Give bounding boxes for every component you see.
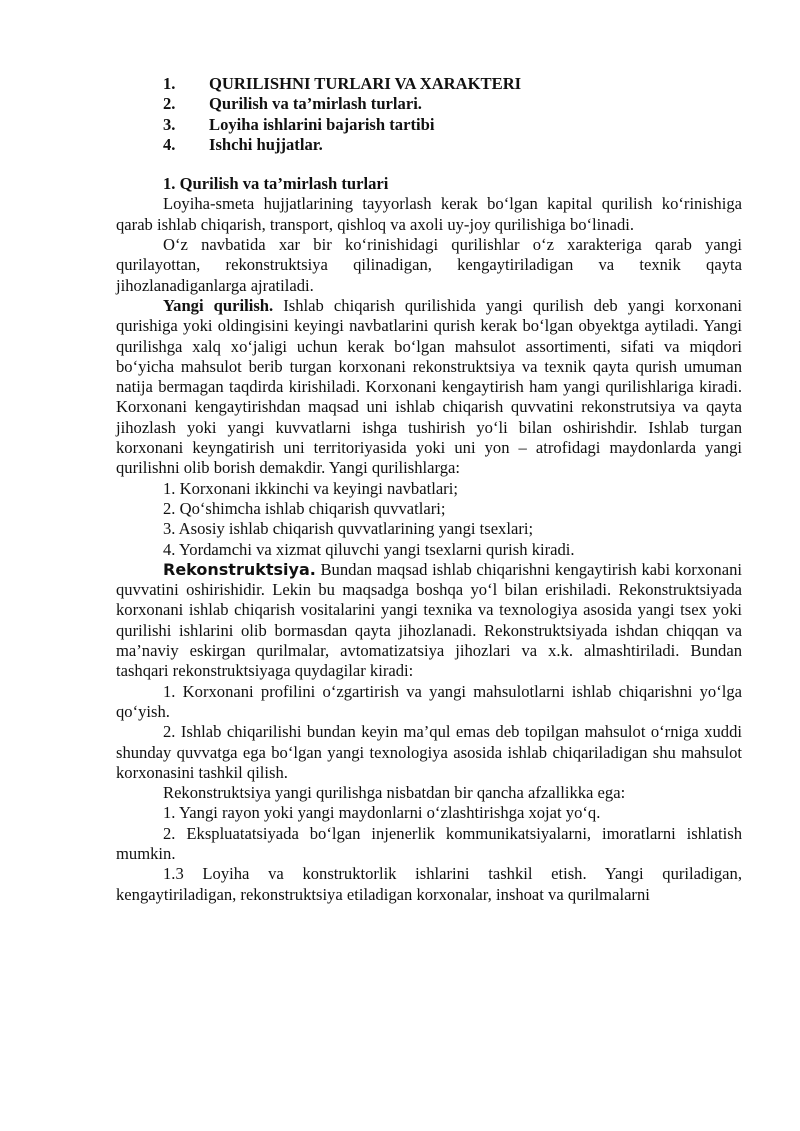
toc-number: 4. [163, 134, 176, 154]
paragraph-item: 2. Ishlab chiqarilishi bundan keyin ma’qul emas deb topilgan mahsulot o‘rniga xuddi shunday quvvatga ega bo‘lgan yangi texnologiya asosida ishlab chiqariladigan shu mahsulot korxonasini tashkil qilish. [116, 722, 742, 782]
list-item: 4. Yordamchi va xizmat qiluvchi yangi tsexlarni qurish kiradi. [163, 539, 575, 559]
toc-text: Loyiha ishlarini bajarish tartibi [209, 114, 435, 134]
toc-item [116, 115, 742, 135]
section-title: 1. Qurilish va ta’mirlash turlari [163, 174, 389, 194]
paragraph-text: Bundan maqsad ishlab chiqarishni kengaytirish kabi korxonani quvvatini oshirishidir. Lekin bu maqsadga boshqa yo‘l bilan erishiladi. Rekonstruktsiyada korxonani ishlab chiqarish vositalarini yangi texnika va texnologiya asosida yangi tsex yoki qurilishi ishlarini olib bormasdan qayta jihozlanadi. Rekonstruktsiyada ishdan chiqqan va ma’naviy eskirgan qurilmalar, avtomatizatsiya jihozlari va x.k. almashtiriladi. Bundan tashqari rekonstruktsiyaga quydagilar kiradi: [116, 559, 742, 681]
term-reconstruction: Rekonstruktsiya. [163, 559, 316, 579]
paragraph-item: 1. Korxonani profilini o‘zgartirish va yangi mahsulotlarni ishlab chiqarishni yo‘lga qo‘yish. [116, 681, 742, 721]
toc-number: 1. [163, 74, 176, 93]
table-of-contents [116, 74, 742, 155]
toc-text: Ishchi hujjatlar. [209, 134, 323, 154]
paragraph-advantages: Rekonstruktsiya yangi qurilishga nisbatdan bir qancha afzallikka ega: [163, 783, 626, 803]
toc-item [116, 94, 742, 114]
toc-number: 3. [163, 114, 176, 134]
toc-text: QURILISHNI TURLARI VA XARAKTERI [209, 74, 522, 93]
paragraph-text: Ishlab chiqarish qurilishida yangi qurilish deb yangi korxonani qurishiga yoki oldingisini keyingi navbatlarini qurish kerak bo‘lgan obyektga aytiladi. Yangi qurilishga xalq xo‘jaligi uchun kerak bo‘lgan mahsulot assortimenti, sifati va miqdori bo‘yicha mahsulot berib turgan korxonani rekonstruktsiya va texnik qayta qurish umuman natija bermagan taqdirda kirishiladi. Korxonani kengaytirish ham yangi qurilishlariga kiradi. Korxonani kengaytirishdan maqsad uni ishlab chiqarish quvvatini rekonstrutsiya va qayta jihozlash yoki yangi kuvvatlarni ishga tushirish yo‘li bilan oshirishdir. Ishlab turgan korxonani keyngatirish uni territoriyasida yoki uni yon – atrofidagi maydonlarda yangi qurilishni olib borish demakdir. Yangi qurilishlarga: [116, 295, 742, 478]
paragraph-types: O‘z navbatida xar bir ko‘rinishidagi qurilishlar o‘z xarakteriga qarab yangi qurilayottan, rekonstruktsiya qilinadigan, kengaytiriladigan va texnik qayta jihozlanadiganlarga ajratiladi. [116, 235, 742, 295]
paragraph-new-construction [116, 296, 742, 479]
toc-item [116, 135, 742, 155]
paragraph-reconstruction [116, 560, 742, 682]
paragraph-item: 1. Yangi rayon yoki yangi maydonlarni o‘zlashtirishga xojat yo‘q. [163, 803, 601, 823]
term-new-construction: Yangi qurilish. [163, 295, 274, 315]
toc-number: 2. [163, 94, 176, 114]
paragraph-design-work: 1.3 Loyiha va konstruktorlik ishlarini tashkil etish. Yangi quriladigan, kengaytiriladigan, rekonstruktsiya etiladigan korxonalar, inshoat va qurilmalarni [116, 864, 742, 904]
list-item: 2. Qo‘shimcha ishlab chiqarish quvvatlari; [163, 498, 446, 518]
list-item: 1. Korxonani ikkinchi va keyingi navbatlari; [163, 478, 458, 498]
document-page [116, 74, 742, 905]
paragraph-intro: Loyiha-smeta hujjatlarining tayyorlash kerak bo‘lgan kapital qurilish ko‘rinishiga qarab ishlab chiqarish, transport, qishloq va axoli uy-joy qurilishiga bo‘linadi. [116, 194, 742, 234]
list-item: 3. Asosiy ishlab chiqarish quvvatlarining yangi tsexlari; [163, 519, 534, 539]
paragraph-item: 2. Ekspluatatsiyada bo‘lgan injenerlik kommunikatsiyalarni, imoratlarni ishlatish mumkin. [116, 823, 742, 863]
toc-item [116, 74, 742, 94]
toc-text: Qurilish va ta’mirlash turlari. [209, 94, 422, 114]
